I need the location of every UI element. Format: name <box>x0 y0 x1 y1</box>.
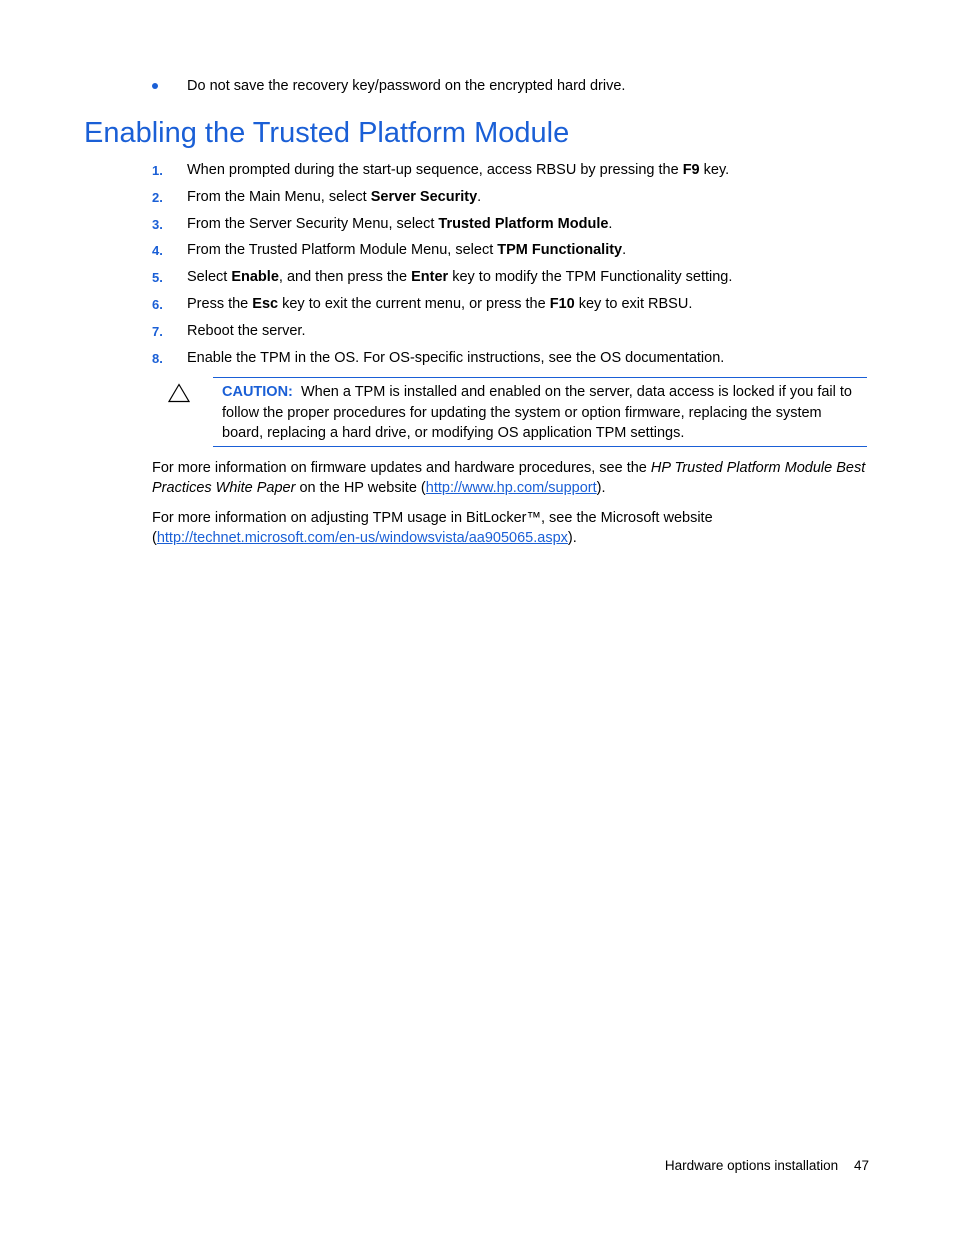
bullet-dot-icon <box>152 83 158 89</box>
document-title: HP Trusted Platform Module Best Practices White Paper <box>152 460 866 496</box>
step-item <box>152 242 872 269</box>
footer-section-title: Hardware options installation <box>664 1158 839 1173</box>
step-text: Select Enable, and then press the Enter key to modify the TPM Functionality setting. <box>187 269 733 286</box>
step-number: 4. <box>152 243 163 259</box>
step-number: 7. <box>152 323 163 339</box>
step-text: Enable the TPM in the OS. For OS-specific instructions, see the OS documentation. <box>187 349 725 366</box>
step-text: When prompted during the start-up sequence, access RBSU by pressing the F9 key. <box>187 162 730 178</box>
step-item <box>152 216 872 243</box>
step-text: Press the Esc key to exit the current menu, or press the F10 key to exit RBSU. <box>187 295 693 312</box>
step-item <box>152 189 872 216</box>
step-number: 1. <box>152 163 163 178</box>
step-item <box>152 350 872 377</box>
step-number: 8. <box>152 350 163 366</box>
paragraph-bitlocker-info: For more information on adjusting TPM usage in BitLocker™, see the Microsoft website (http://technet.microsoft.com/en-us/windowsvista/aa905065.aspx). <box>152 510 713 546</box>
caution-label: CAUTION: <box>222 384 293 400</box>
hp-support-link[interactable]: http://www.hp.com/support <box>425 480 597 496</box>
caution-box <box>213 377 867 447</box>
paragraph-firmware-info: For more information on firmware updates and hardware procedures, see the HP Trusted Platform Module Best Practices White Paper on the HP website (http://www.hp.com/support). <box>152 460 866 496</box>
step-item <box>152 269 872 296</box>
caution-body: When a TPM is installed and enabled on the server, data access is locked if you fail to follow the proper procedures for updating the system or option firmware, replacing the system board, replacing a hard drive, or modifying OS application TPM settings. <box>222 384 852 441</box>
step-text: From the Trusted Platform Module Menu, select TPM Functionality. <box>187 242 627 259</box>
step-text: From the Main Menu, select Server Security. <box>187 188 482 205</box>
steps-list <box>152 162 872 376</box>
step-text: From the Server Security Menu, select Trusted Platform Module. <box>187 215 613 232</box>
caution-triangle-icon <box>168 383 190 403</box>
step-number: 5. <box>152 270 163 286</box>
microsoft-technet-link[interactable]: http://technet.microsoft.com/en-us/windowsvista/aa905065.aspx <box>156 530 568 546</box>
page-number: 47 <box>853 1158 869 1173</box>
step-number: 2. <box>152 189 163 205</box>
step-item <box>152 162 872 189</box>
section-heading: Enabling the Trusted Platform Module <box>84 117 570 149</box>
step-item <box>152 296 872 323</box>
page-footer <box>665 1158 869 1173</box>
step-number: 3. <box>152 216 163 232</box>
caution-text <box>222 382 858 444</box>
step-text: Reboot the server. <box>187 322 306 339</box>
step-item <box>152 323 872 350</box>
bullet-text: Do not save the recovery key/password on the encrypted hard drive. <box>187 78 626 94</box>
step-number: 6. <box>152 296 163 312</box>
